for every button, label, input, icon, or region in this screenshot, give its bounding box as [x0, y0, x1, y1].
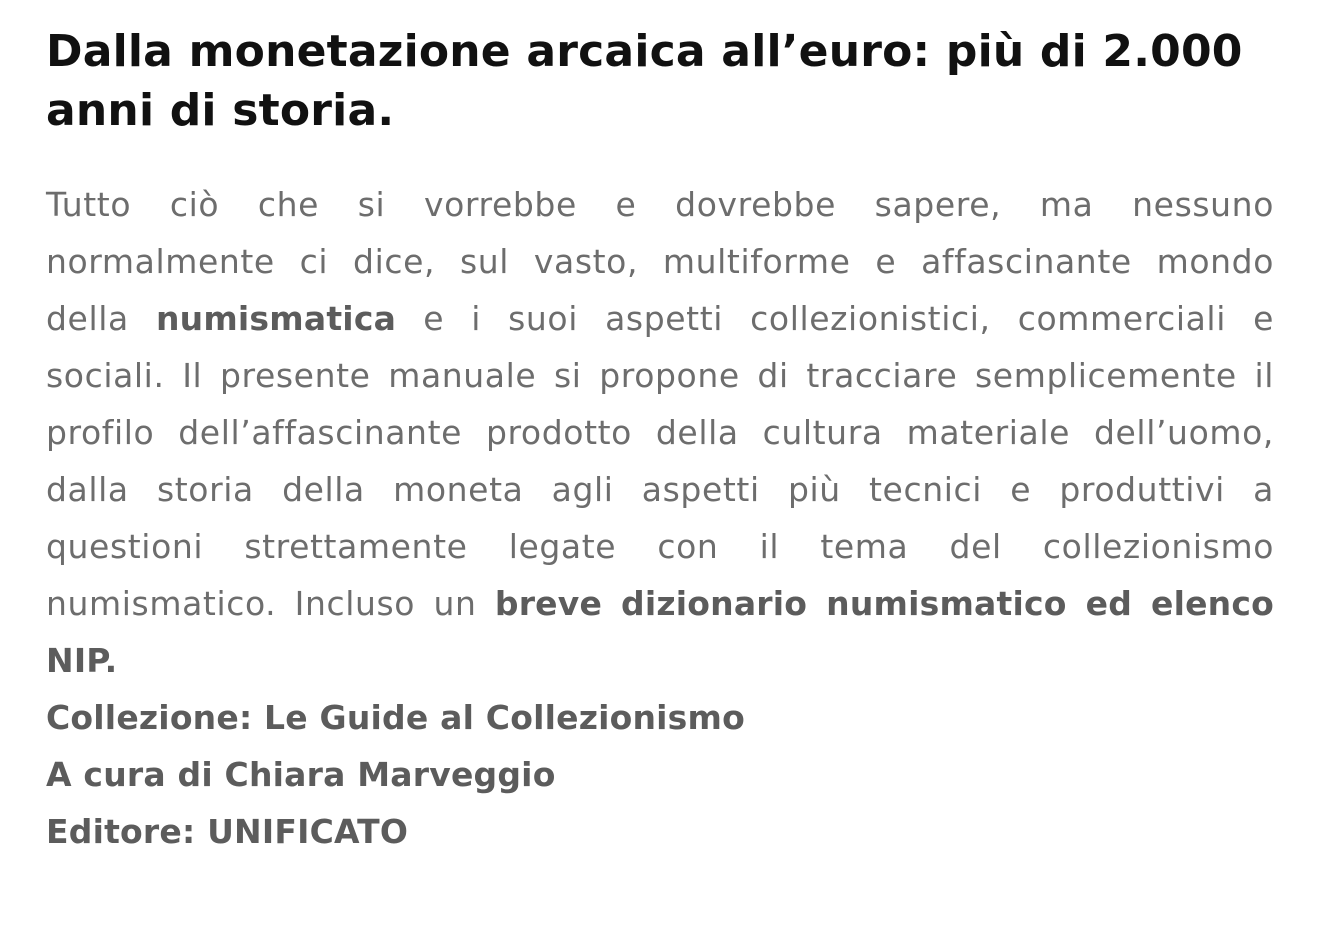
- collection-line: Collezione: Le Guide al Collezionismo: [46, 698, 745, 737]
- book-description: [46, 176, 1274, 689]
- description-text-part-1: Tutto ciò che si vorrebbe e dovrebbe sapere, ma nessuno normalmente ci dice, sul vasto, multiforme e affascinante mondo della: [46, 185, 1274, 338]
- curator-line: A cura di Chiara Marveggio: [46, 755, 556, 794]
- description-bold-dictionary: breve dizionario numismatico ed elenco NIP.: [46, 584, 1274, 680]
- page-title: Dalla monetazione arcaica all’euro: più di 2.000 anni di storia.: [46, 26, 1243, 136]
- description-bold-numismatica: numismatica: [155, 299, 397, 338]
- publisher-line: Editore: UNIFICATO: [46, 812, 409, 851]
- description-text-part-2: e i suoi aspetti collezionistici, commerciali e sociali. Il presente manuale si propone di tracciare semplicemente il profilo dell’affascinante prodotto della cultura materiale dell’uomo, dalla storia della moneta agli aspetti più tecnici e produttivi a questioni strettamente legate con il tema del collezionismo numismatico. Incluso un: [46, 299, 1274, 623]
- book-description-page: [46, 22, 1274, 882]
- cut-off-next-line: [46, 860, 1274, 882]
